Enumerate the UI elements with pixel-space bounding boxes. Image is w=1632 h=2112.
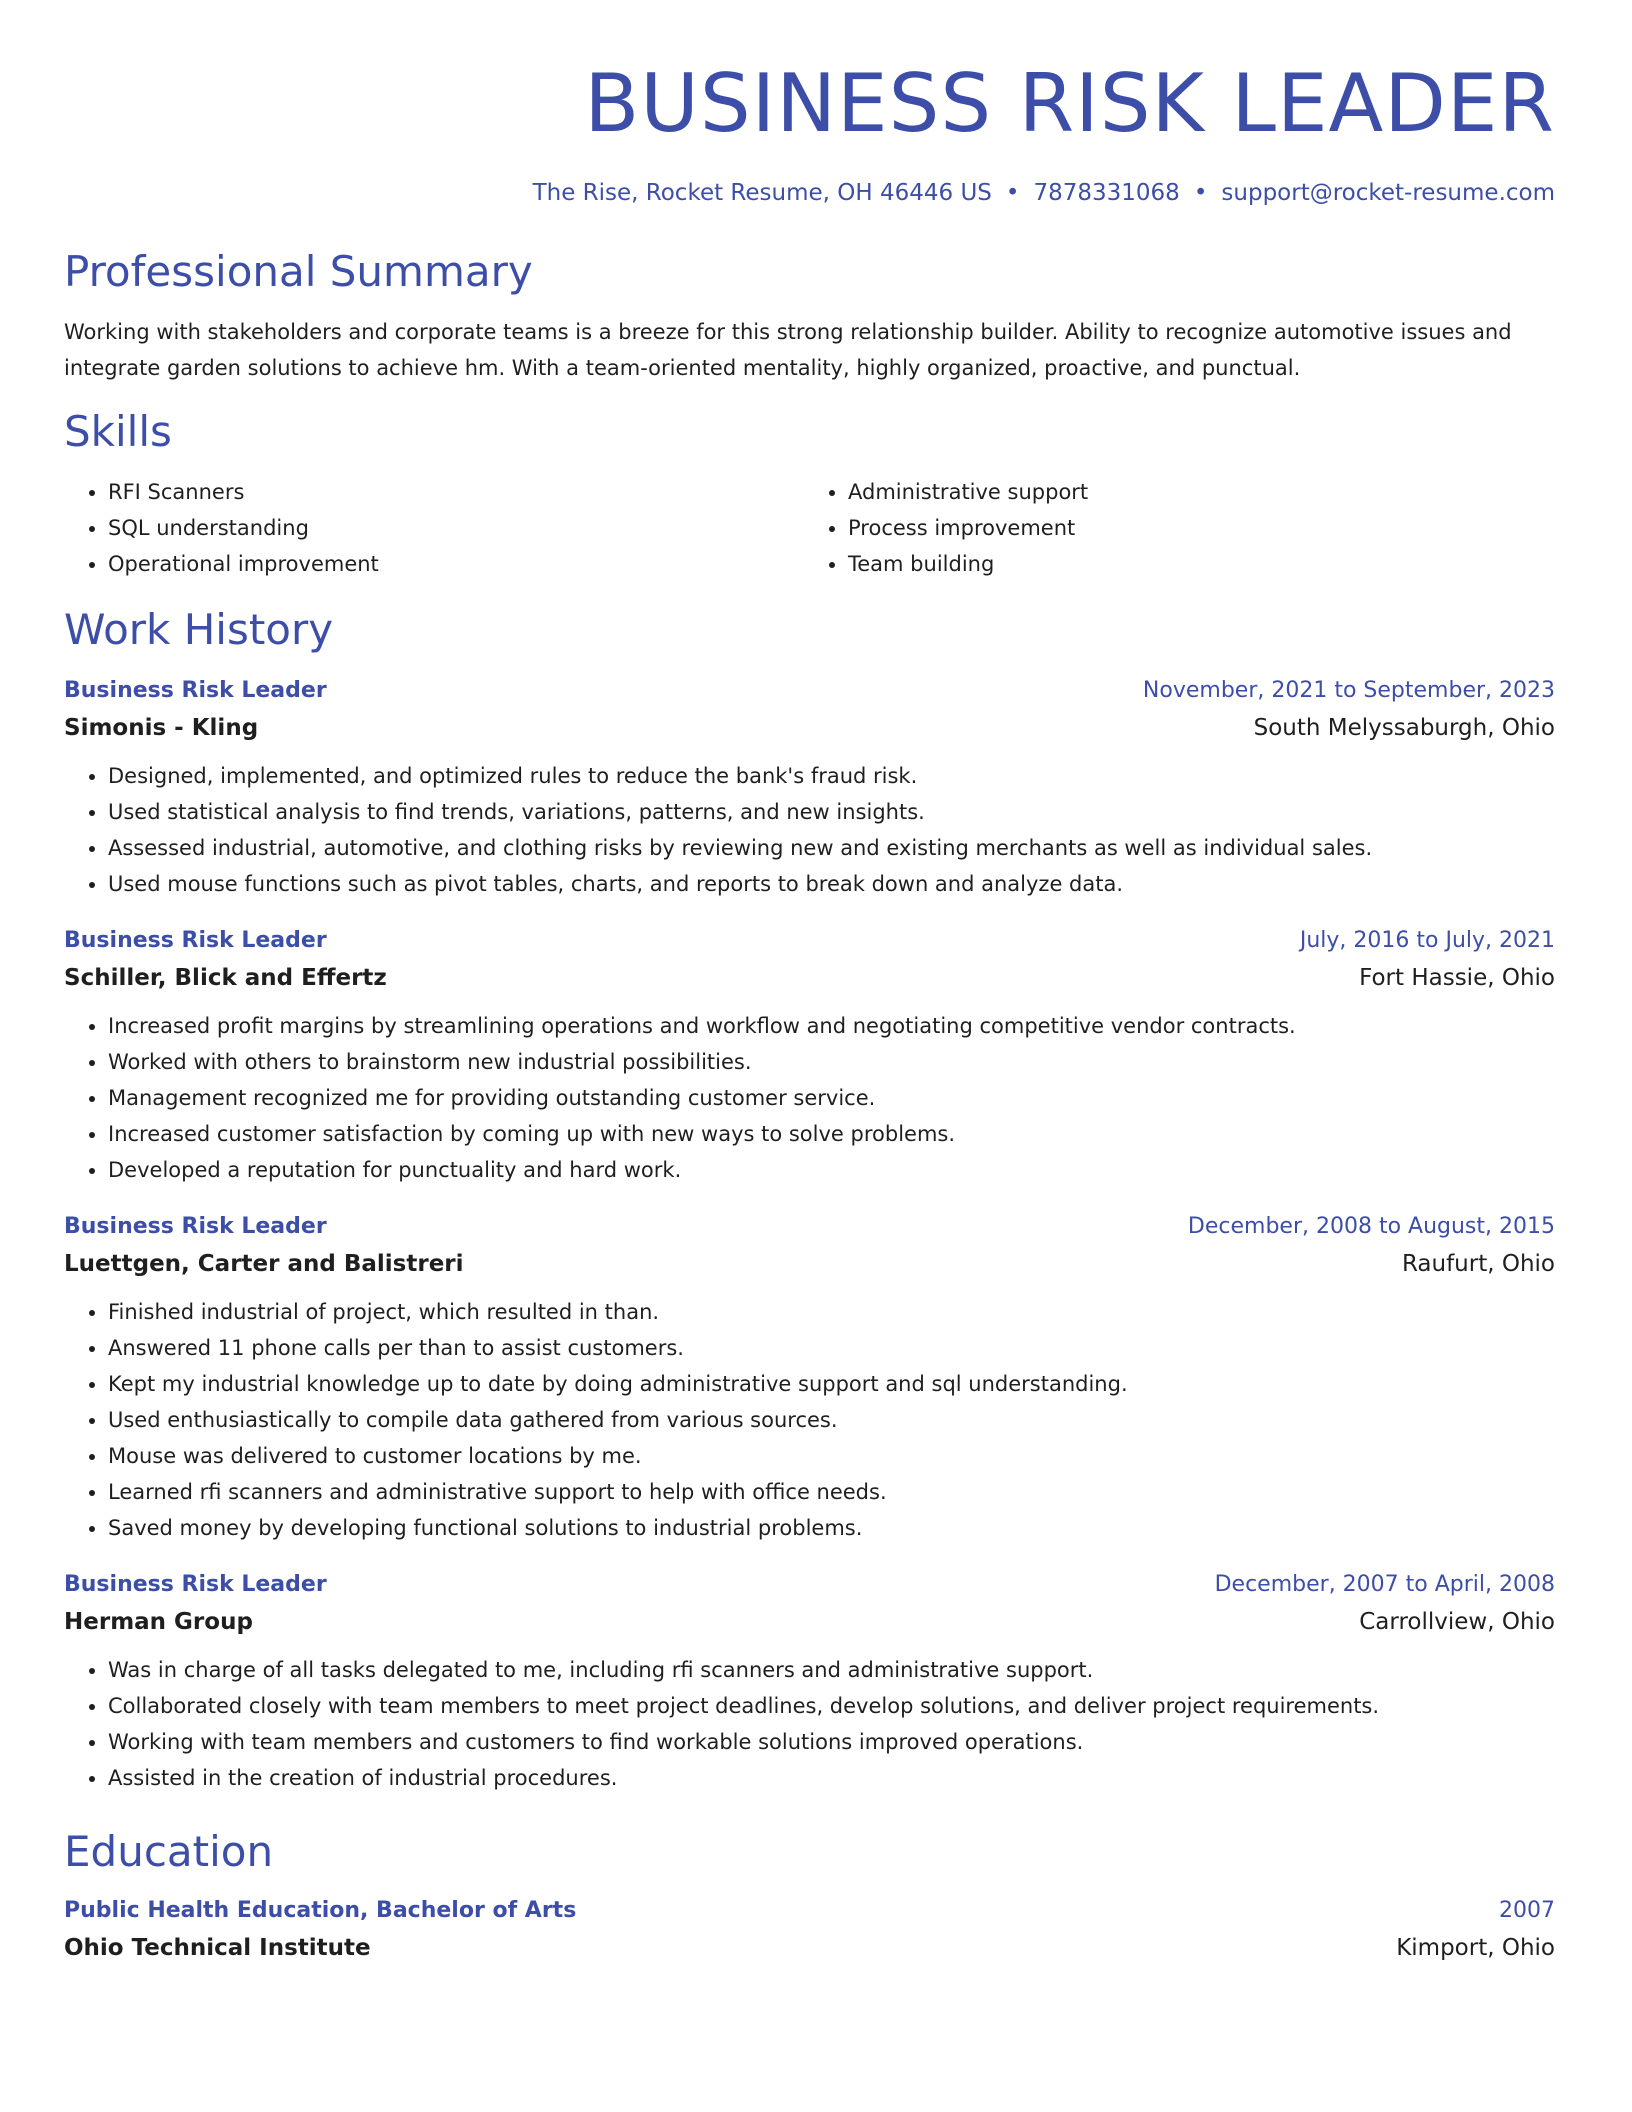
education-location: Kimport, Ohio bbox=[1396, 1935, 1555, 1961]
job-bullet: • Used enthusiastically to compile data gathered from various sources. bbox=[108, 1402, 1555, 1438]
contact-line bbox=[64, 178, 1555, 208]
resume-header bbox=[64, 54, 1555, 208]
job-bullet: • Finished industrial of project, which resulted in than. bbox=[108, 1294, 1555, 1330]
job-company: Luettgen, Carter and Balistreri bbox=[64, 1251, 464, 1277]
education-school: Ohio Technical Institute bbox=[64, 1935, 371, 1961]
contact-email: support@rocket-resume.com bbox=[1221, 180, 1555, 206]
skills-heading: Skills bbox=[64, 407, 172, 456]
job-company: Schiller, Blick and Effertz bbox=[64, 965, 387, 991]
job-role: Business Risk Leader bbox=[64, 1572, 327, 1597]
job-entry bbox=[64, 1210, 1555, 1546]
skill-item: • Team building bbox=[848, 546, 1088, 582]
job-dates: December, 2008 to August, 2015 bbox=[1187, 1214, 1555, 1239]
contact-separator: • bbox=[1005, 180, 1020, 206]
job-bullet: • Collaborated closely with team members to meet project deadlines, develop solutions, and deliver project requirements. bbox=[108, 1688, 1555, 1724]
education-heading: Education bbox=[64, 1827, 274, 1876]
job-location: South Melyssaburgh, Ohio bbox=[1253, 715, 1555, 741]
skills-column-right bbox=[804, 474, 1088, 582]
job-bullet: • Used mouse functions such as pivot tables, charts, and reports to break down and analyze data. bbox=[108, 866, 1555, 902]
skill-item: • Administrative support bbox=[848, 474, 1088, 510]
job-bullet: • Increased profit margins by streamlining operations and workflow and negotiating competitive vendor contracts. bbox=[108, 1008, 1555, 1044]
job-bullet: • Designed, implemented, and optimized rules to reduce the bank's fraud risk. bbox=[108, 758, 1555, 794]
job-bullet: • Kept my industrial knowledge up to date by doing administrative support and sql understanding. bbox=[108, 1366, 1555, 1402]
job-bullet: • Developed a reputation for punctuality and hard work. bbox=[108, 1152, 1555, 1188]
job-dates: November, 2021 to September, 2023 bbox=[1142, 678, 1555, 703]
job-bullet: • Management recognized me for providing outstanding customer service. bbox=[108, 1080, 1555, 1116]
job-entry bbox=[64, 924, 1555, 1188]
education-year: 2007 bbox=[1499, 1898, 1555, 1923]
job-company: Herman Group bbox=[64, 1609, 253, 1635]
contact-phone: 7878331068 bbox=[1033, 180, 1180, 206]
job-bullet: • Assisted in the creation of industrial procedures. bbox=[108, 1760, 1555, 1796]
job-dates: July, 2016 to July, 2021 bbox=[1299, 928, 1555, 953]
job-bullet: • Learned rfi scanners and administrative support to help with office needs. bbox=[108, 1474, 1555, 1510]
work-history-heading: Work History bbox=[64, 605, 334, 654]
job-bullet: • Assessed industrial, automotive, and clothing risks by reviewing new and existing merchants as well as individual sales. bbox=[108, 830, 1555, 866]
job-dates: December, 2007 to April, 2008 bbox=[1214, 1572, 1555, 1597]
job-entry bbox=[64, 1568, 1555, 1796]
education-degree: Public Health Education, Bachelor of Arts bbox=[64, 1898, 577, 1923]
skill-item: • Operational improvement bbox=[108, 546, 804, 582]
job-role: Business Risk Leader bbox=[64, 678, 327, 703]
job-bullet: • Mouse was delivered to customer locations by me. bbox=[108, 1438, 1555, 1474]
summary-heading: Professional Summary bbox=[64, 247, 533, 296]
job-bullets bbox=[64, 758, 1555, 902]
job-bullet: • Used statistical analysis to find trends, variations, patterns, and new insights. bbox=[108, 794, 1555, 830]
job-location: Carrollview, Ohio bbox=[1359, 1609, 1555, 1635]
job-location: Raufurt, Ohio bbox=[1401, 1251, 1555, 1277]
skill-item: • SQL understanding bbox=[108, 510, 804, 546]
contact-address: The Rise, Rocket Resume, OH 46446 US bbox=[532, 180, 992, 206]
job-bullet: • Increased customer satisfaction by coming up with new ways to solve problems. bbox=[108, 1116, 1555, 1152]
skills-list bbox=[64, 474, 1555, 582]
job-bullet: • Was in charge of all tasks delegated to me, including rfi scanners and administrative support. bbox=[108, 1652, 1555, 1688]
job-bullet: • Worked with others to brainstorm new industrial possibilities. bbox=[108, 1044, 1555, 1080]
resume-name: BUSINESS RISK LEADER bbox=[584, 57, 1555, 150]
contact-separator: • bbox=[1193, 180, 1208, 206]
job-role: Business Risk Leader bbox=[64, 928, 327, 953]
job-bullets bbox=[64, 1652, 1555, 1796]
job-company: Simonis - Kling bbox=[64, 715, 259, 741]
summary-text: Working with stakeholders and corporate teams is a breeze for this strong relationship builder. Ability to recognize automotive issues and integrate garden solutions to achieve hm. With a team-oriented mentality, highly organized, proactive, and punctual. bbox=[64, 320, 1512, 380]
job-role: Business Risk Leader bbox=[64, 1214, 327, 1239]
job-entry bbox=[64, 674, 1555, 902]
skill-item: • RFI Scanners bbox=[108, 474, 804, 510]
skill-item: • Process improvement bbox=[848, 510, 1088, 546]
job-location: Fort Hassie, Ohio bbox=[1359, 965, 1555, 991]
skills-column-left bbox=[64, 474, 804, 582]
job-bullet: • Working with team members and customers to find workable solutions improved operations. bbox=[108, 1724, 1555, 1760]
job-bullet: • Saved money by developing functional solutions to industrial problems. bbox=[108, 1510, 1555, 1546]
education-entry bbox=[64, 1894, 1555, 1968]
job-bullets bbox=[64, 1008, 1555, 1188]
job-bullet: • Answered 11 phone calls per than to assist customers. bbox=[108, 1330, 1555, 1366]
job-bullets bbox=[64, 1294, 1555, 1546]
